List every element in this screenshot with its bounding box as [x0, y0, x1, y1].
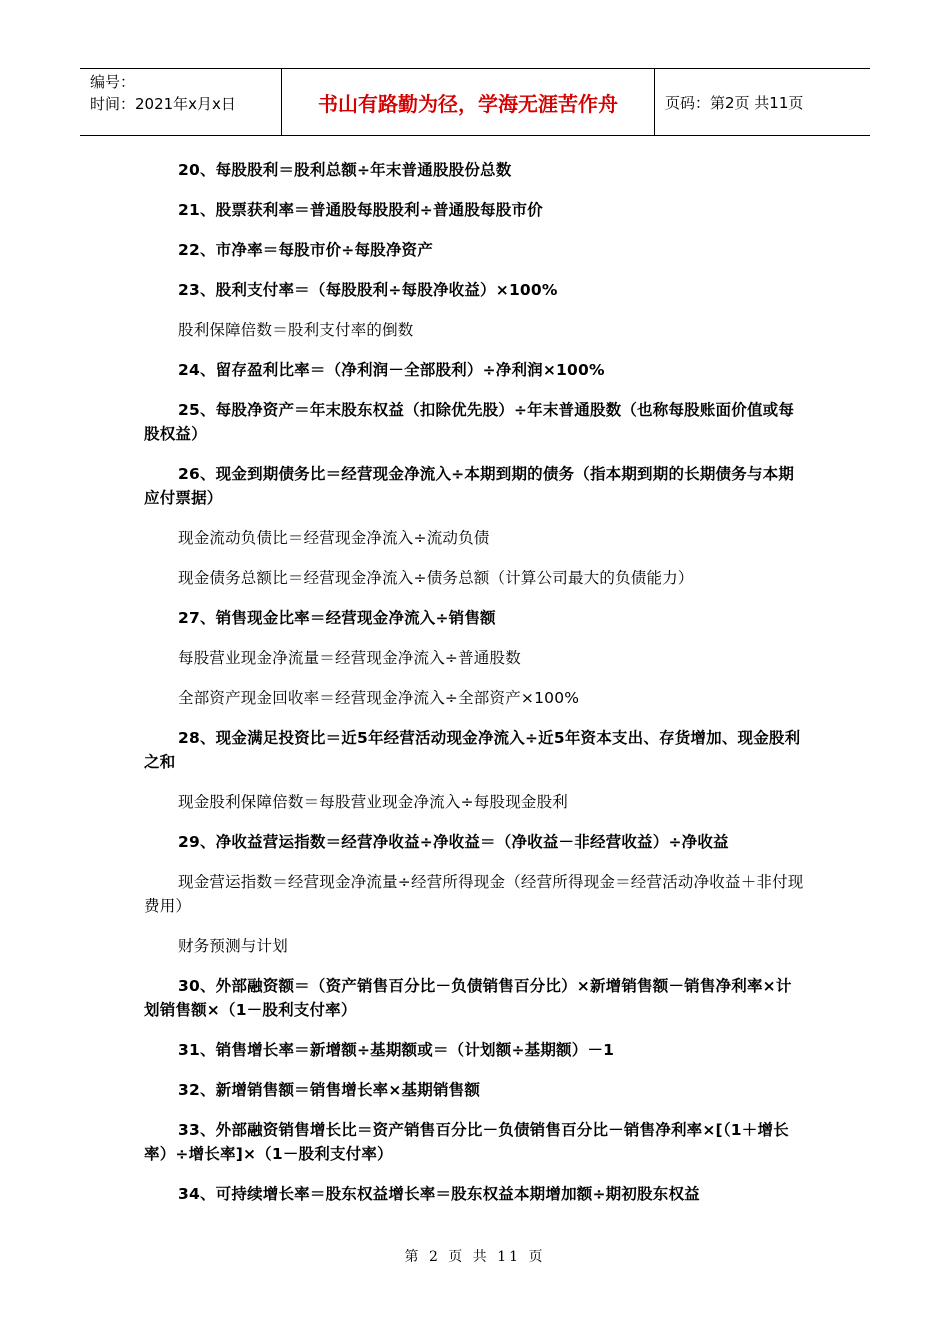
date-label: 时间：2021年x月x日 [90, 95, 236, 113]
header-meta [80, 69, 282, 135]
formula-paragraph: 30、外部融资额＝（资产销售百分比－负债销售百分比）×新增销售额－销售净利率×计划销售额×（1－股利支付率） [144, 977, 792, 1019]
formula-paragraph: 27、销售现金比率＝经营现金净流入÷销售额 [178, 609, 496, 627]
page-header [80, 68, 870, 136]
formula-paragraph: 33、外部融资销售增长比＝资产销售百分比－负债销售百分比－销售净利率×[（1＋增长率）÷增长率]×（1－股利支付率） [144, 1121, 789, 1163]
formula-paragraph: 现金债务总额比＝经营现金净流入÷债务总额（计算公司最大的负债能力） [178, 569, 694, 587]
formula-paragraph: 20、每股股利＝股利总额÷年末普通股股份总数 [178, 161, 512, 179]
formula-paragraph: 财务预测与计划 [178, 937, 288, 955]
header-page-info: 页码：第2页 共11页 [665, 93, 804, 112]
formula-paragraph: 每股营业现金净流量＝经营现金净流入÷普通股数 [178, 649, 521, 667]
formula-paragraph: 24、留存盈利比率＝（净利润－全部股利）÷净利润×100% [178, 361, 605, 379]
formula-paragraph: 23、股利支付率＝（每股股利÷每股净收益）×100% [178, 281, 558, 299]
formula-paragraph: 股利保障倍数＝股利支付率的倒数 [178, 321, 414, 339]
document-body [144, 158, 806, 1222]
formula-paragraph: 25、每股净资产＝年末股东权益（扣除优先股）÷年末普通股数（也称每股账面价值或每股权益） [144, 401, 795, 443]
page-footer: 第 2 页 共 11 页 [404, 1249, 546, 1265]
formula-paragraph: 34、可持续增长率＝股东权益增长率＝股东权益本期增加额÷期初股东权益 [178, 1185, 700, 1203]
formula-paragraph: 29、净收益营运指数＝经营净收益÷净收益＝（净收益－非经营收益）÷净收益 [178, 833, 729, 851]
number-label: 编号： [90, 73, 136, 91]
formula-paragraph: 现金流动负债比＝经营现金净流入÷流动负债 [178, 529, 490, 547]
formula-paragraph: 22、市净率＝每股市价÷每股净资产 [178, 241, 433, 259]
formula-paragraph: 28、现金满足投资比＝近5年经营活动现金净流入÷近5年资本支出、存货增加、现金股利之和 [144, 729, 801, 771]
formula-paragraph: 26、现金到期债务比＝经营现金净流入÷本期到期的债务（指本期到期的长期债务与本期应付票据） [144, 465, 795, 507]
header-motto: 书山有路勤为径，学海无涯苦作舟 [282, 69, 655, 135]
formula-paragraph: 21、股票获利率＝普通股每股股利÷普通股每股市价 [178, 201, 543, 219]
formula-paragraph: 现金股利保障倍数＝每股营业现金净流入÷每股现金股利 [178, 793, 568, 811]
formula-paragraph: 现金营运指数＝经营现金净流量÷经营所得现金（经营所得现金＝经营活动净收益＋非付现费用） [144, 873, 804, 915]
formula-paragraph: 全部资产现金回收率＝经营现金净流入÷全部资产×100% [178, 689, 580, 707]
formula-paragraph: 31、销售增长率＝新增额÷基期额或＝（计划额÷基期额）－1 [178, 1041, 615, 1059]
formula-paragraph: 32、新增销售额＝销售增长率×基期销售额 [178, 1081, 481, 1099]
